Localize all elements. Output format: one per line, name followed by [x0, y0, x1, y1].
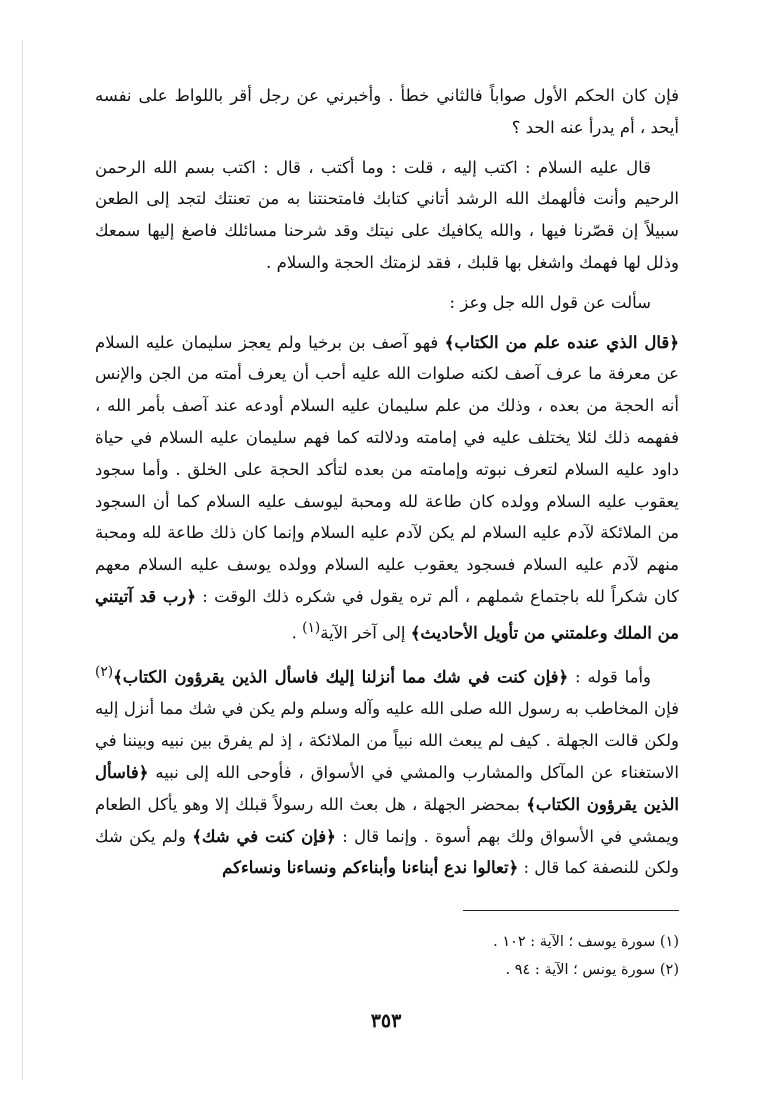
paragraph-text: بمحضر الجهلة ، هل بعث الله رسولاً قبلك إلا وهو يأكل الطعام ويمشي في الأسواق ولك بهم أسوة . وإنما قال :	[95, 794, 679, 846]
footnote-1: (١) سورة يوسف ؛ الآية : ١٠٢ .	[493, 934, 679, 950]
paragraph-text: إلى آخر الآية	[320, 623, 411, 643]
paragraph-4	[95, 327, 679, 649]
paragraph-text: ولم يكن شك ولكن للنصفة كما قال :	[95, 826, 679, 878]
footnotes	[95, 928, 679, 984]
paragraph-text: وأما قوله :	[568, 667, 652, 687]
paragraph-5	[95, 657, 679, 884]
paragraph-text: .	[291, 623, 303, 643]
footnote-marker: (١)	[302, 619, 321, 636]
paragraph-text: فإن المخاطب به رسول الله صلى الله عليه وآله وسلم ولم يكن في شك مما أنزل إليه ولكن قالت الجهلة . كيف لم يبعث الله نبياً من الملائكة ، إذ لم يفرق بين نبيه وبيننا في الاستغناء عن المآكل والمشارب والمشي في الأسواق ، فأوحى الله إلى نبيه	[95, 699, 679, 782]
verse-quote: ﴿رب قد آتيتني من الملك وعلمتني من تأويل الأحاديث﴾	[95, 586, 679, 643]
paragraph-text: فهو آصف بن برخيا ولم يعجز سليمان عليه السلام عن معرفة ما عرف آصف لكنه صلوات الله عليه أحب أن يعرف أمته من الجن والإنس أنه الحجة من بعده ، وذلك من علم سليمان عليه السلام أودعه عند آصف بأمر الله ، ففهمه ذلك لئلا يختلف عليه في إمامته ودلالته كما فهم سليمان عليه السلام في حياة داود عليه السلام لتعرف نبوته وإمامته من بعده لتأكد الحجة على الخلق . وأما سجود يعقوب عليه السلام وولده كان طاعة لله ومحبة ليوسف عليه السلام كما أن السجود من الملائكة لآدم عليه السلام لم يكن لآدم عليه السلام وإنما كان ذلك طاعة لله ومحبة منهم لآدم عليه السلام فسجود يعقوب عليه السلام وولده يوسف عليه السلام معهم كان شكراً لله باجتماع شملهم ، ألم تره يقول في شكره ذلك الوقت :	[95, 332, 679, 606]
footnote-2: (٢) سورة يونس ؛ الآية : ٩٤ .	[505, 962, 679, 978]
verse-quote: ﴿فإن كنت في شك مما أنزلنا إليك فاسأل الذين يقرؤون الكتاب﴾	[113, 667, 569, 687]
verse-quote: ﴿قال الذي عنده علم من الكتاب﴾	[444, 332, 679, 352]
page-edge-line	[22, 40, 23, 1080]
footnote-separator	[463, 910, 679, 911]
paragraph-3: سألت عن قول الله جل وعز :	[449, 292, 651, 312]
verse-quote: ﴿فاسأل الذين يقرؤون الكتاب﴾	[95, 762, 679, 814]
footnote-marker: (٢)	[95, 664, 114, 681]
verse-quote: ﴿تعالوا ندع أبناءنا وأبناءكم ونساءنا ونساءكم	[222, 858, 519, 878]
page-number: ٣٥٣	[370, 1010, 402, 1032]
verse-quote: ﴿فإن كنت في شك﴾	[192, 826, 336, 846]
paragraph-2: قال عليه السلام : اكتب إليه ، قلت : وما أكتب ، قال : اكتب بسم الله الرحمن الرحيم وأنت فألهمك الله الرشد أتاني كتابك فامتحنتنا به من تعنتك لتجد إلى الطعن سبيلاً إن قصّرنا فيها ، والله يكافيك على نيتك وقد شرحنا مسائلك فاصغ إليها سمعك وذلل لها فهمك واشغل بها قلبك ، فقد لزمتك الحجة والسلام .	[95, 157, 679, 272]
paragraph-1: فإن كان الحكم الأول صواباً فالثاني خطأ . وأخبرني عن رجل أقر باللواط على نفسه أيحد ، أم يدرأ عنه الحد ؟	[95, 86, 679, 137]
main-text	[95, 80, 679, 884]
